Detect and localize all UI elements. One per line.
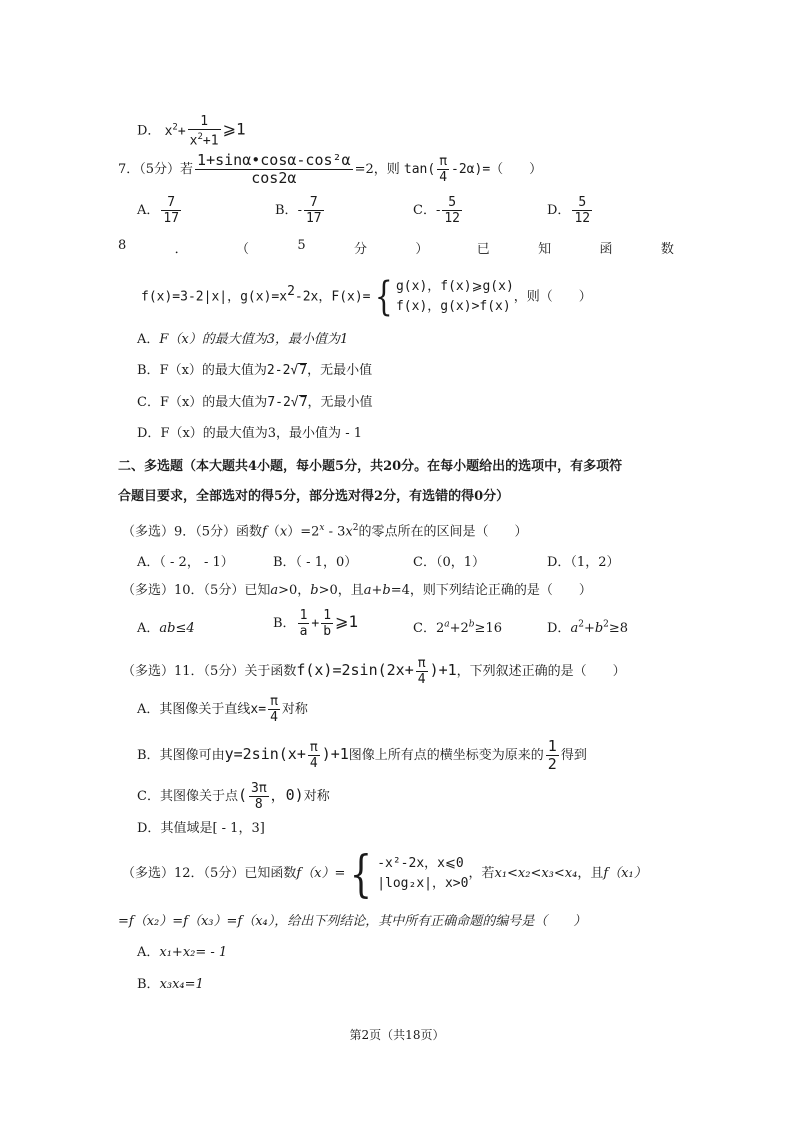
fraction [546,738,559,773]
radicand: 7 [299,363,308,378]
q12-option-a [137,944,227,962]
sign: - [435,203,441,218]
q7-answer-blank: )=（ ） [474,162,543,177]
fx: f(x)=2sin(2x+ [296,661,414,679]
q11-tail: ，下列叙述正确的是（ ） [456,664,626,679]
option-label: D． [547,203,571,218]
num: 7 [304,195,324,211]
option-text: 其图像关于直线 [159,702,251,717]
case-2: |log₂x|，x>0 [377,875,469,891]
ge: ⩾1 [335,612,359,631]
option-text: F（x）的最大值为 [159,395,268,410]
fraction [572,195,592,226]
q11-stem: （多选）11．（5分）关于函数 [122,664,297,679]
expr: 7-2 [267,395,291,410]
four: 4 [439,170,448,185]
fx-end: )+1 [429,661,457,679]
option-label: B． [275,203,298,218]
option-label: A． [137,332,160,347]
q9-option-c: C．（0，1） [413,555,485,570]
q12-line2: =f（x₂）=f（x₃）=f（x₄），给出下列结论，其中所有正确命题的编号是（ ） [118,914,587,929]
option-text: 其值域是[ - 1，3] [160,821,265,836]
question-10-stem [122,582,592,600]
radicand: 7 [299,395,308,410]
option-label: D． [547,621,571,636]
q10-option-c: C．$2^a+2^b\ge 16$ [413,619,502,636]
sign: - [297,203,302,218]
q7-option-c [413,195,464,226]
q8-option-c: C．F（x）的最大值为7-2√7，无最小值 [137,395,373,410]
q8-option-b: B．F（x）的最大值为2-2√7，无最小值 [137,363,373,378]
eq4: =4，则下列结论正确的是（ ） [390,583,592,598]
base: 2 [435,621,445,636]
option-label: B． [137,748,160,763]
fraction [249,781,269,812]
option-text: x₃x₄=1 [159,977,204,992]
fraction [298,608,310,639]
q7-prefix: 7．（5分）若 [118,162,194,177]
q8-head-1: ． [174,242,188,257]
question-8-header [118,238,674,257]
q9-option-d: D．（1，2） [547,555,620,570]
fx1: f（x₁） [603,866,647,881]
q8-ask: ，则（ ） [513,289,592,305]
option-text-end: 得到 [560,748,587,763]
q12-cases [377,854,468,894]
option-label: C． [137,789,160,804]
fraction: $\frac{\pi}{4}$ [270,694,278,725]
option-text: x₁+x₂= - 1 [159,945,228,960]
q7-eq: =2，则 [354,162,400,177]
option-label: A． [137,945,160,960]
q8-head-3: 5 [297,238,306,253]
option-label: A． [137,702,160,717]
option-text: F（x）的最大值为 [159,363,267,378]
q10-option-d: D．$a^2+b^2\ge 8$ [547,619,629,636]
option-text: 其图像关于点 [159,789,238,804]
q7-option-a [137,195,183,226]
num: 5 [442,195,462,211]
pi: π [417,656,426,671]
fraction [416,656,428,687]
q7-num: 1+sinα•cosα-cos²α [197,151,351,169]
end: ≥8 [608,621,629,636]
q11-option-c: C．其图像关于点( $\frac{3\pi}{8}$ ，0)对称 [137,781,330,812]
num: 1 [299,608,308,623]
q8-functions: f(x)=3-2|x|，$g(x)=x^2-2x$，F(x)={ g(x)，f(x)⩾g(x) f(x)，g(x)>f(x) ，则（ ） [141,273,592,320]
gt2: >0，且 [318,583,364,598]
four: 4 [417,672,426,687]
section-2-heading-line1: 二、多选题（本大题共4小题，每小题5分，共20分。在每小题给出的选项中，有多项符 [118,459,623,474]
fraction [442,195,462,226]
q8-head-6: 已 [476,242,490,257]
fraction [321,608,333,639]
q11-option-a [137,694,308,725]
option-label: A． [137,203,160,218]
q12-option-b [137,976,204,994]
den: 17 [163,211,180,226]
option-label: D． [137,123,161,139]
page-footer: 第2页（共18页） [349,1028,445,1042]
q10-option-a [137,617,195,636]
option-mid: 图像上所有点的横坐标变为原来的 [348,748,544,763]
x-eq: x= [250,702,267,717]
fraction [161,195,181,226]
option-label: A． [137,621,160,636]
q8-head-7: 知 [538,242,552,257]
q8-head-0: 8 [118,238,127,253]
q9-option-a: A．（ - 2， - 1） [137,555,234,570]
num: 5 [572,195,592,211]
q8-cases [396,277,514,317]
q8-head-5: ） [415,242,429,257]
num: 7 [161,195,181,211]
q7-pi-over-4 [437,154,449,185]
point-end: ，0) [270,786,304,804]
var-b: b [310,583,319,598]
q7-option-d [547,195,594,226]
gt: >0， [278,583,311,598]
q6-option-d-expr: $x^2+$ [164,122,186,139]
section-2-heading-line2: 合题目要求，全部选对的得5分，部分选对得2分，有选错的得0分） [118,489,510,504]
q7-fraction [195,152,353,187]
den: a [299,624,308,639]
q8-option-a [137,331,348,349]
q11-option-d [137,820,265,838]
fraction: $\frac{1}{x^2+1}$ [189,114,219,149]
q8-head-8: 函 [599,242,613,257]
option-label: C． [137,395,160,410]
option-label: B． [273,616,296,631]
question-11-stem [122,656,626,687]
question-7-stem: 7．（5分）若 $\frac{\text{1+sinα•cosα-cos²α}}{\cos 2\alpha}$ =2，则 tan( $\frac{\pi}{4}$ -2α)=（ ） [118,151,543,187]
option-text: 其图像可由 [159,748,225,763]
option-label: C． [413,621,436,636]
option-text: F（x）的最大值为3，最小值为1 [159,332,349,347]
fraction: $\frac{\pi}{4}$ [309,740,318,771]
q12-tail2: ，且 [577,866,604,881]
q8-head-9: 数 [660,242,674,257]
question-12-stem [122,844,647,903]
q8-f-def: f(x)=3-2|x|，g(x)=x [141,289,288,305]
q9-option-b: B．（ - 1，0） [273,555,358,570]
option-label: C． [413,203,436,218]
num: 3π [251,781,267,796]
option-text-end: 对称 [303,789,330,804]
q9-stem: （多选）9．（5分）函数 [122,524,263,540]
q12-stem: （多选）12．（5分）已知函数 [122,866,297,881]
y-expr-end: )+1 [321,745,349,763]
y-expr: y=2sin(x+ [224,745,306,763]
case-2: f(x)，g(x)>f(x) [395,298,511,314]
q8-g-tail: -2x，F(x)= [294,289,371,305]
option-text-end: ，无最小值 [307,395,373,410]
num: 1 [323,608,332,623]
q8-option-d [137,425,362,443]
option-text-end: ，无最小值 [307,363,373,378]
end: ≥16 [474,621,502,636]
q7-tail: -2α [451,162,475,177]
q8-head-2: （ [236,242,250,257]
expr: 2-2 [266,363,291,378]
num: 1 [547,737,557,755]
den: 8 [254,797,263,812]
q10-stem: （多选）10．（5分）已知 [122,583,271,598]
den: 2 [547,755,557,773]
q11-option-b [137,738,587,773]
den: 12 [574,211,591,226]
option-label: B． [137,363,160,378]
option-label: D． [137,821,161,836]
q7-tan: tan [403,162,428,177]
q12-tail: ，若 [468,866,495,881]
pi: π [439,154,448,169]
left-brace-icon: { [374,273,393,320]
option-text: F（x）的最大值为3，最小值为 - 1 [160,426,362,441]
option-label: B． [137,977,160,992]
den: 12 [444,211,461,226]
case-1: -x²-2x，x⩽0 [377,855,464,871]
left-brace-icon: { [350,844,373,903]
den: 17 [305,211,322,226]
q9-tail: 的零点所在的区间是（ ） [358,524,528,540]
den: b [323,624,332,639]
q8-head-4: 分 [354,242,368,257]
fx: f（x）= [296,866,346,881]
option-label: D． [137,426,161,441]
question-9-stem: （多选）9．（5分）函数$f(x)=2^x - 3x^2$的零点所在的区间是（ ） [122,523,528,540]
option-text-end: 对称 [281,702,308,717]
q12-cond: x₁<x₂<x₃<x₄ [494,866,578,881]
q6-option-d: D． $x^2+$ $\frac{1}{x^2+1}$ ⩾1 [137,114,246,149]
option-text: ab≤4 [159,621,195,636]
case-1: g(x)，f(x)⩾g(x) [395,278,514,294]
q10-option-b: B． $\frac{1}{a}$ + $\frac{1}{b}$ ⩾1 [273,608,359,639]
sum-ab: a+b [363,583,391,598]
fraction [304,195,324,226]
q7-den: cos2α [251,169,297,187]
q7-option-b [275,195,326,226]
var-a: a [270,583,279,598]
